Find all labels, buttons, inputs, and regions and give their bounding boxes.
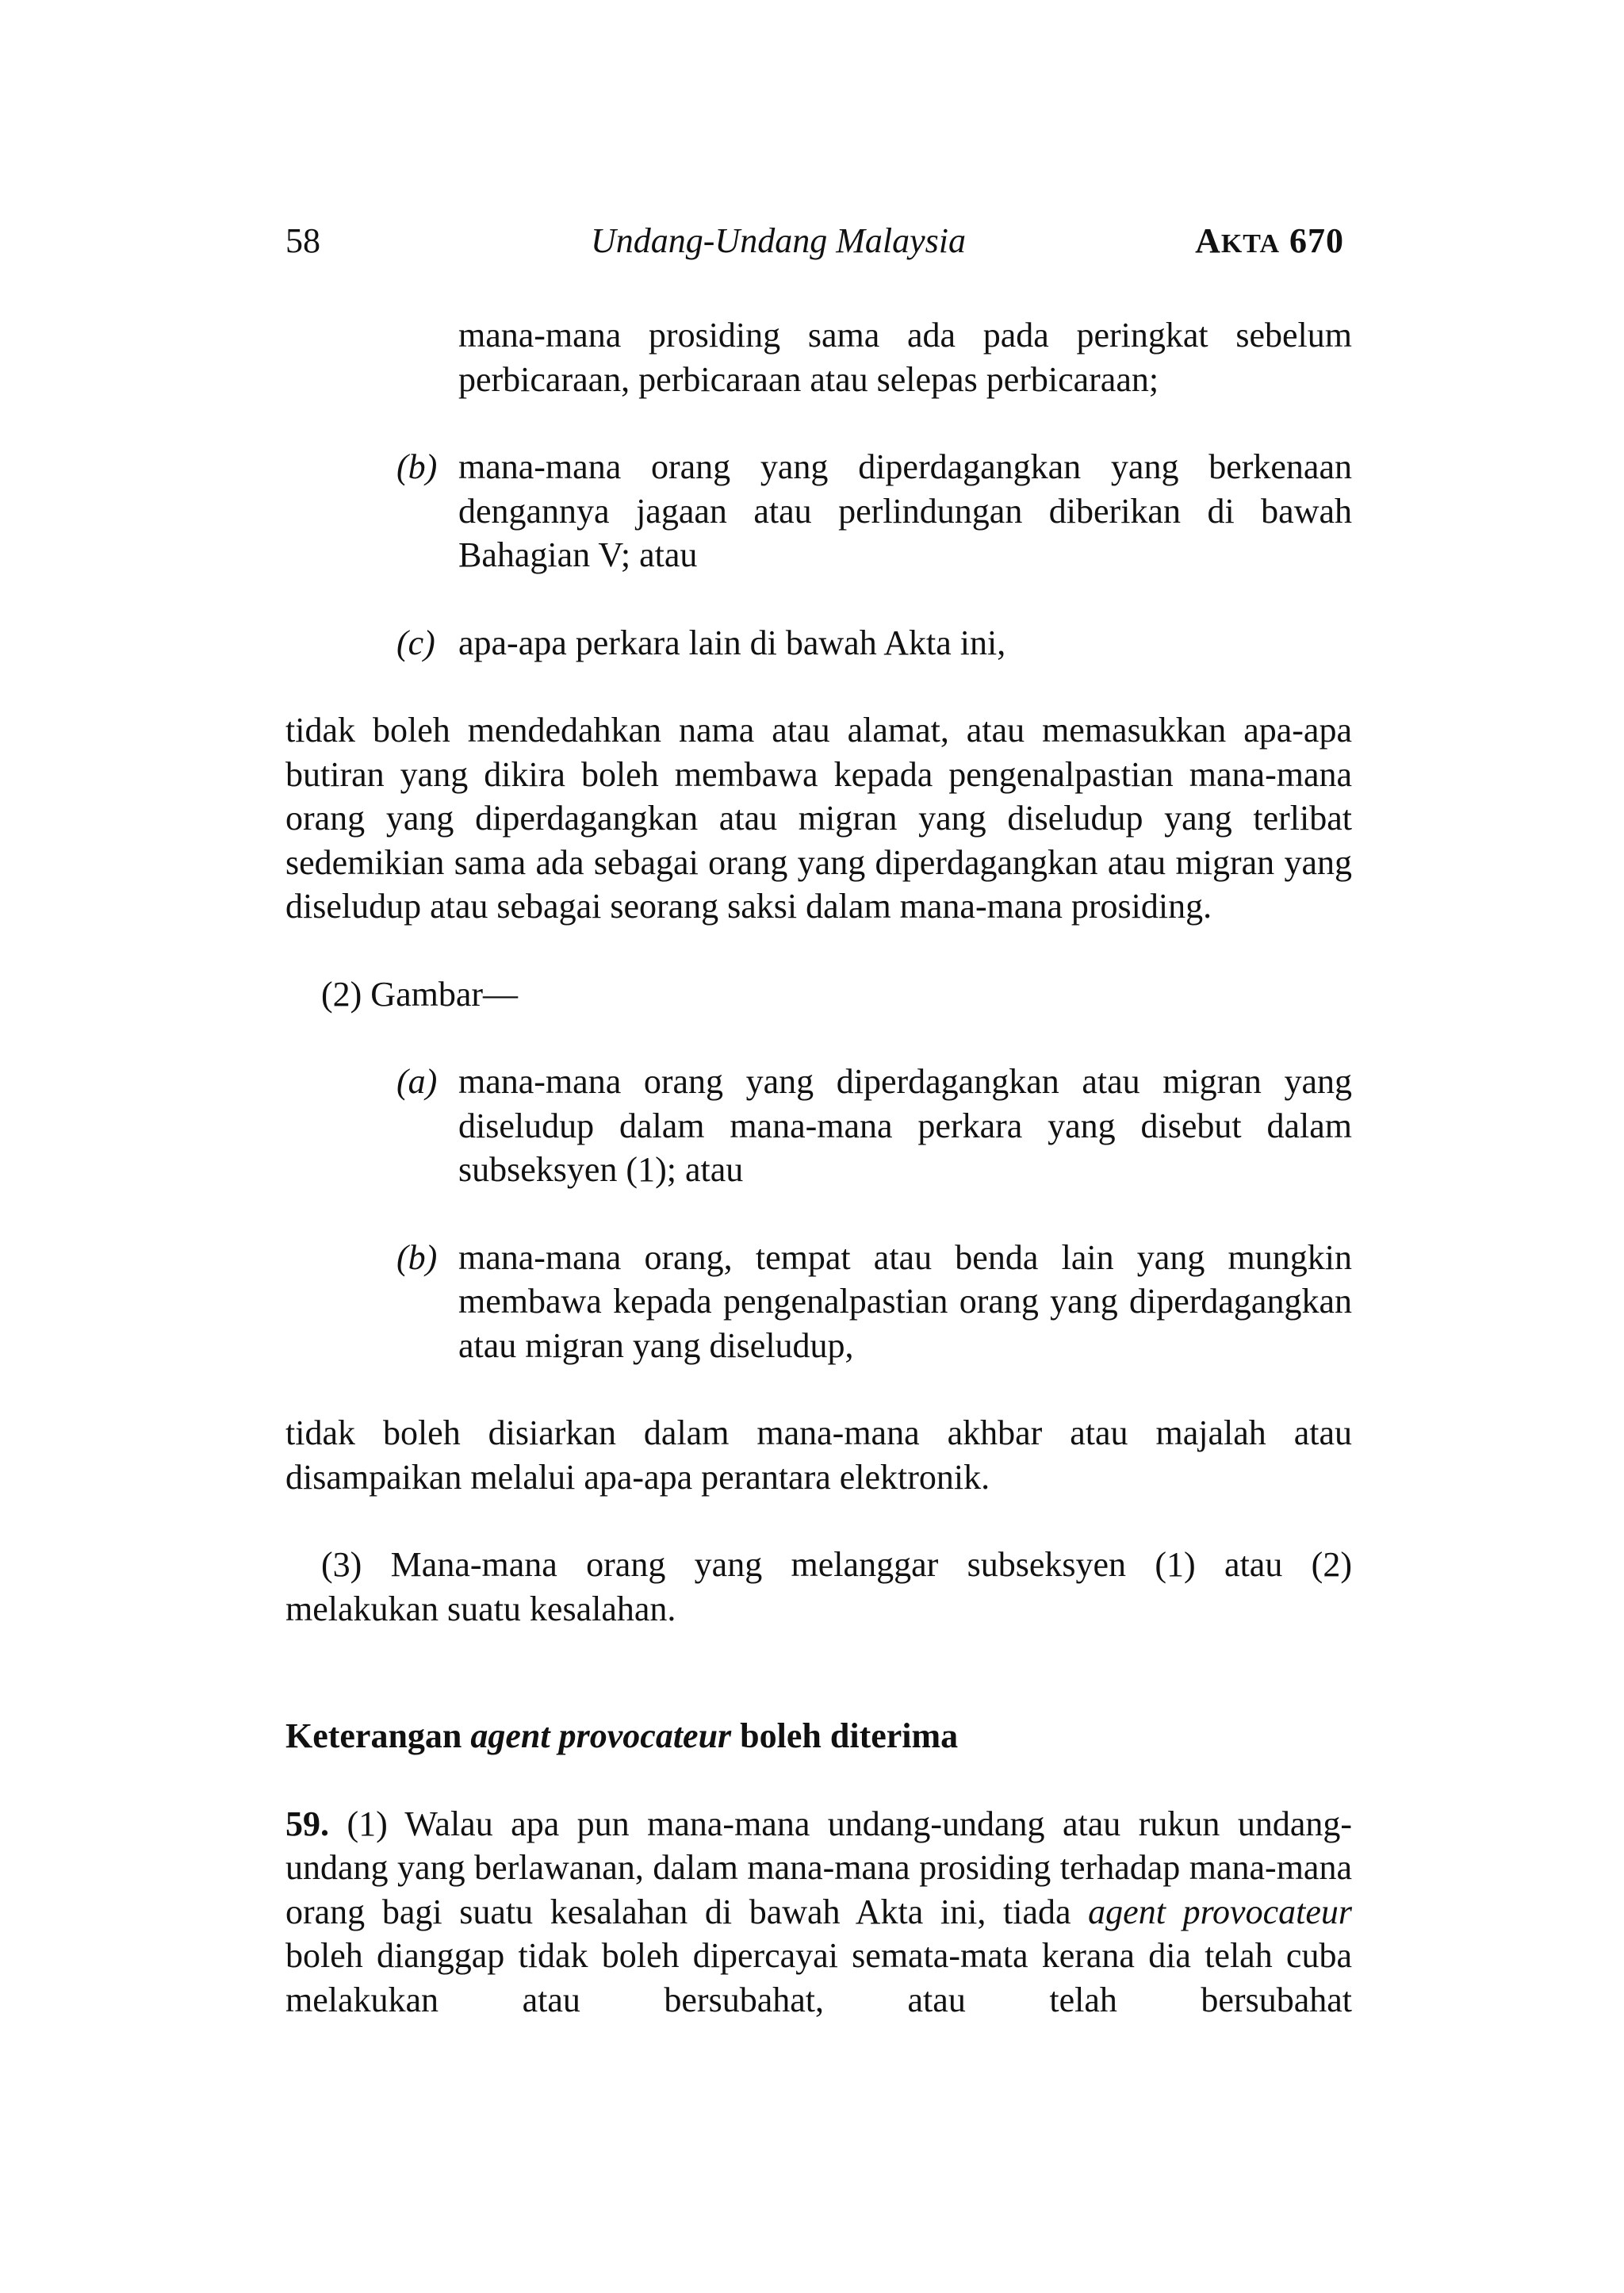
- list-item-b-2: [285, 1236, 1352, 1368]
- item-text: mana-mana orang yang diperdagangkan yang berkenaan dengannya jagaan atau perlindungan diberikan di bawah Bahagian V; atau: [458, 447, 1352, 574]
- act-number: AKTA 670: [1195, 221, 1344, 260]
- running-title: Undang-Undang Malaysia: [591, 221, 966, 260]
- list-item-b: [285, 445, 1352, 577]
- section-number: 59.: [285, 1804, 329, 1843]
- list-item-c: [285, 621, 1352, 665]
- section-heading: Keterangan agent provocateur boleh diterima: [285, 1716, 959, 1755]
- page-header: [285, 220, 1352, 268]
- item-label: (a): [396, 1062, 438, 1101]
- continuation-text: mana-mana prosiding sama ada pada peringkat sebelum perbicaraan, perbicaraan atau selepas perbicaraan;: [458, 316, 1352, 399]
- page-number: 58: [285, 221, 320, 260]
- item-text: mana-mana orang, tempat atau benda lain yang mungkin membawa kepada pengenalpastian orang yang diperdagangkan atau migran yang diseludup,: [458, 1237, 1352, 1365]
- list-item-a: [285, 1060, 1352, 1192]
- item-text: apa-apa perkara lain di bawah Akta ini,: [458, 623, 1006, 662]
- paragraph-1: tidak boleh mendedahkan nama atau alamat, atau memasukkan apa-apa butiran yang dikira boleh membawa kepada pengenalpastian mana-mana orang yang diperdagangkan atau migran yang diseludup yang terlibat sedemikian sama ada sebagai orang yang diperdagangkan atau migran yang diseludup atau sebagai seorang saksi dalam mana-mana prosiding.: [285, 711, 1352, 926]
- subsection-2-heading: (2) Gambar—: [321, 974, 519, 1014]
- paragraph-2: tidak boleh disiarkan dalam mana-mana akhbar atau majalah atau disampaikan melalui apa-apa perantara elektronik.: [285, 1413, 1352, 1497]
- section-59-text: 59. (1) Walau apa pun mana-mana undang-undang atau rukun undang-undang yang berlawanan, dalam mana-mana prosiding terhadap mana-mana orang bagi suatu kesalahan di bawah Akta ini, tiada agent provocateur boleh dianggap tidak boleh dipercayai semata-mata kerana dia telah cuba melakukan atau bersubahat, atau telah bersubahat: [285, 1804, 1352, 2019]
- document-page: [285, 0, 1352, 2293]
- item-label: (b): [396, 447, 438, 486]
- document-body: [285, 313, 1352, 2022]
- item-label: (c): [396, 623, 435, 662]
- item-text: mana-mana orang yang diperdagangkan atau migran yang diseludup dalam mana-mana perkara yang disebut dalam subseksyen (1); atau: [458, 1062, 1352, 1189]
- subsection-3: (3) Mana-mana orang yang melanggar subseksyen (1) atau (2) melakukan suatu kesalahan.: [285, 1545, 1352, 1628]
- item-label: (b): [396, 1237, 438, 1277]
